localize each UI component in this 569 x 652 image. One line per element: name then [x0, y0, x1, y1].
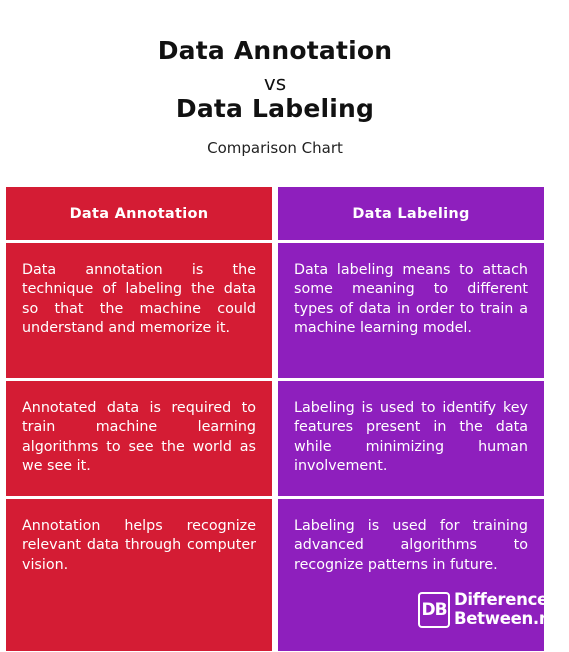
page-subtitle: Comparison Chart: [207, 139, 343, 157]
cell-text: Data annotation is the technique of labeling the data so that the machine could understand and memorize it.: [22, 262, 256, 337]
site-logo: [418, 590, 569, 632]
table-cell: [6, 381, 272, 496]
page-title: Data Annotation: [157, 36, 393, 65]
cell-text: Labeling is used to identify key features present in the data while minimizing human involvement.: [294, 400, 528, 475]
table-cell: [6, 243, 272, 378]
logo-line-2: Between.net: [454, 609, 569, 628]
cell-text: Annotated data is required to train machine learning algorithms to see the world as we see it.: [22, 400, 256, 475]
cell-text: Annotation helps recognize relevant data through computer vision.: [22, 518, 256, 573]
table-cell: [278, 243, 544, 378]
column-header-data-labeling: Data Labeling: [278, 187, 544, 240]
cell-text: Data labeling means to attach some meaning to different types of data in order to train a machine learning model.: [294, 262, 528, 337]
logo-line-1: Difference: [454, 590, 548, 609]
page-title-secondary: Data Labeling: [175, 94, 375, 123]
cell-text: Labeling is used for training advanced algorithms to recognize patterns in future.: [294, 518, 528, 573]
table-cell: [6, 499, 272, 651]
logo-wordmark: [454, 590, 569, 628]
logo-badge-icon: DB: [418, 592, 450, 628]
table-cell: [278, 381, 544, 496]
versus-label: vs: [263, 71, 287, 95]
column-header-data-annotation: Data Annotation: [6, 187, 272, 240]
